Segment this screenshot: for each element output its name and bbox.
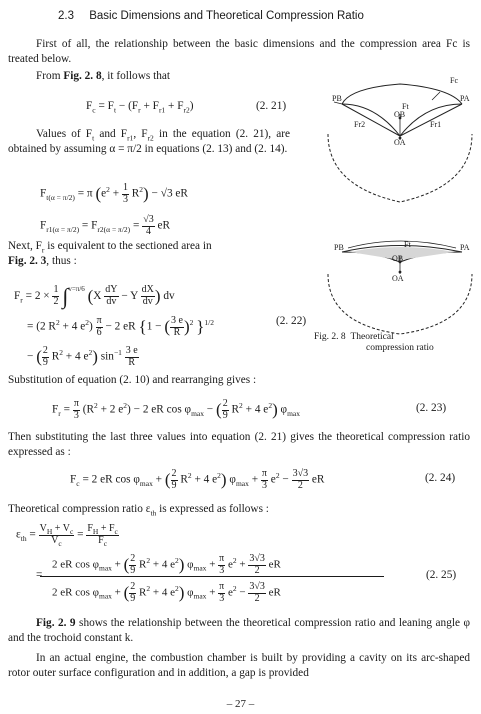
next-paragraph: Next, $F_r$ is equivalent to the sectioned area in Fig. 2. 3, thus : [8,240,212,267]
label-pa-2: PA [460,243,470,252]
section-header [58,9,364,24]
label-ob: OB [394,110,406,119]
fig-ref: Fig. 2. 9 [36,617,76,629]
values-paragraph: Values of $F_t$ and $F_{r1}$, $F_{r2}$ in the equation (2. 21), are obtained by assuming α = π/2 in equations (2. 13) and (2. 14). [8,128,291,155]
fig-ref: Fig. 2. 3 [8,254,47,267]
engine-paragraph: In an actual engine, the combustion chamber is built by providing a cavity on its arc-shaped rotor outer surface configuration and in addition, a gap is provided [8,652,470,679]
equation-number: (2. 25) [426,569,457,581]
equals-sign: = [36,569,43,581]
label-pb-2: PB [334,243,344,252]
fig-ref-paragraph [36,69,326,84]
equation-ft: $F_{t(\alpha = \pi/2)} = \pi$ ($e^2$ + $\frac{1}{3}$ $R^2) - √3$ eR [40,182,188,205]
section-number: 2.3 [58,10,74,22]
label-fr2: Fr2 [354,120,366,129]
fraction-bar [40,576,384,577]
page-number: – 27 – [226,698,255,710]
equation-number: (2. 24) [425,472,456,484]
fig29-paragraph [8,616,470,646]
label-fc: Fc [450,76,458,85]
label-oa: OA [394,138,406,147]
label-fr1: Fr1 [430,120,442,129]
equation-2-21: $F_c = F_t - (F_r + F_{r1} + F_{r2})$ [86,100,194,115]
equation-2-22-line3: − ( $\frac{2}{9}$ $R^2 + 4$ $e^2$) $\sin^{-1}$ $\frac{3 e}{R}$ [27,345,138,368]
caption-label: Fig. 2. 8 [314,332,346,342]
label-pb: PB [332,94,342,103]
equation-2-23: $F_r$ = $\frac{\pi}{3}$ ($R^2 + 2$ $e^2) - 2$ eR $\cos \varphi_{max}$ − ( $\frac{2}{9}$ $R^2 + 4$ $e^2$) $\varphi_{max}$ [52,398,301,421]
equation-2-24: $F_c = 2$ eR $\cos \varphi_{max}$ + ( $\frac{2}{9}$ $R^2 + 4$ $e^2$) $\varphi_{max}$ + $\frac{\pi}{3}$ $e^2$ − $\frac{3√3}{2}$ eR [70,468,325,491]
equation-2-25-line1: $\varepsilon_{th}$ = $\frac{V_H + V_c}{V_c}$ = $\frac{F_H + F_c}{F_c}$ [16,523,118,548]
figure-caption [314,332,434,354]
then-paragraph: Then substituting the last three values into equation (2. 21) gives the theoretical compression ratio expressed as : [8,431,470,458]
label-pa: PA [460,94,470,103]
text-run: , it follows that [101,70,171,82]
equation-2-25-denominator: 2 eR $\cos \varphi_{max}$ + ( $\frac{2}{9}$ $R^2 + 4$ $e^2$) $\varphi_{max}$ + $\frac{\pi}{3}$ $e^2$ − $\frac{3√3}{2}$ eR [52,581,281,604]
text-run: shows the relationship between the theoretical compression ratio and leaning angle φ and the trochoid constant k. [8,617,470,644]
label-oa-2: OA [392,274,404,283]
intro-paragraph: First of all, the relationship between the basic dimensions and the compression area Fc is treated below. [8,38,470,65]
ratio-paragraph: Theoretical compression ratio $\varepsilon_{th}$ is expressed as follows : [8,503,269,518]
substitution-paragraph: Substitution of equation (2. 10) and rearranging gives : [8,374,257,386]
equation-fr1-fr2: $F_{r1(\alpha = \pi/2)} = F_{r2(\alpha = \pi/2)}$ = $\frac{√3}{4}$ eR [40,214,171,237]
equation-2-22-line1: $F_r = 2$ × $\frac{1}{2}$ ∫$^{v=\pi/6}$ (X $\frac{dY}{dv}$ − Y $\frac{dX}{dv}$ ) dv [14,283,175,309]
caption-text: Theoretical [350,332,394,342]
figure-2-8 [320,74,478,336]
housing-top-arc [342,84,462,104]
equation-2-25-numerator: 2 eR $\cos \varphi_{max}$ + ( $\frac{2}{9}$ $R^2 + 4$ $e^2$) $\varphi_{max}$ + $\frac{\pi}{3}$ $e^2$ + $\frac{3√3}{2}$ eR [52,553,281,576]
equation-number: (2. 21) [256,100,287,112]
label-ft-2: Ft [404,240,411,249]
section-title: Basic Dimensions and Theoretical Compression Ratio [89,10,364,22]
label-ob-2: OB [392,254,404,263]
label-ft: Ft [402,102,409,111]
fig-ref: Fig. 2. 8 [63,70,102,82]
equation-number: (2. 22) [276,315,307,327]
text-run: , thus : [46,254,77,267]
caption-text-2: compression ratio [366,342,434,353]
text-run: From [36,70,64,82]
equation-2-22-line2: = (2 $R^2 + 4$ $e^2$) $\frac{\pi}{6}$ − 2 eR {1 − ( $\frac{3 e}{R}$ )$^2$ }$^{1/2}$ [27,315,214,338]
equation-number: (2. 23) [416,402,447,414]
